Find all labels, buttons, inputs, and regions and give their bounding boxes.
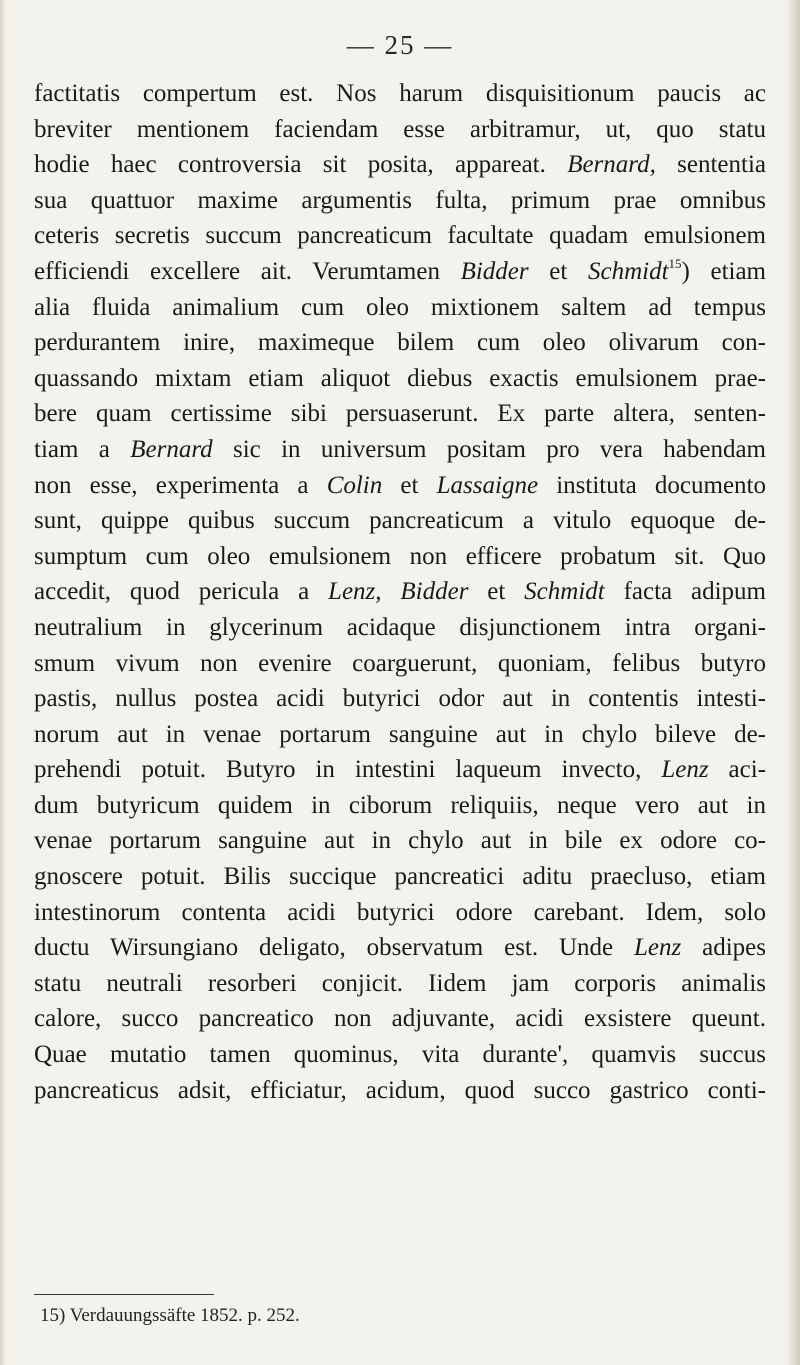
text-segment: hodie haec controversia sit posita, appareat. bbox=[34, 151, 568, 179]
text-line bbox=[34, 823, 766, 859]
page-number: — 25 — bbox=[346, 30, 454, 60]
text-line bbox=[34, 646, 766, 682]
page-right-shadow bbox=[786, 0, 800, 1365]
text-segment: ductu Wirsungiano deligato, observatum est. Unde bbox=[34, 934, 635, 962]
text-line bbox=[34, 788, 766, 824]
text-segment: ) etiam bbox=[681, 257, 767, 285]
author-name: Schmidt bbox=[524, 578, 605, 606]
text-segment: et bbox=[528, 257, 588, 285]
text-line bbox=[34, 930, 766, 966]
text-line bbox=[34, 1001, 766, 1037]
text-line bbox=[34, 752, 766, 788]
text-segment: non esse, experimenta a bbox=[34, 471, 327, 499]
text-line bbox=[34, 681, 766, 717]
text-segment: dum butyricum quidem in ciborum reliquiis, neque vero aut in bbox=[34, 791, 766, 819]
text-segment: neutralium in glycerinum acidaque disjunctionem intra organi- bbox=[34, 613, 766, 641]
author-name: Schmidt bbox=[587, 257, 669, 285]
footnote-rule bbox=[34, 1294, 214, 1295]
text-segment: bere quam certissime sibi persuaserunt. Ex parte altera, senten- bbox=[34, 400, 766, 428]
text-segment: gnoscere potuit. Bilis succique pancreatici aditu praecluso, etiam bbox=[34, 863, 766, 891]
text-line bbox=[34, 325, 766, 361]
text-segment: Quae mutatio tamen quominus, vita durante', quamvis succus bbox=[34, 1041, 766, 1069]
text-line bbox=[34, 966, 766, 1002]
text-segment: smum vivum non evenire coarguerunt, quoniam, felibus butyro bbox=[34, 649, 766, 677]
text-segment: intestinorum contenta acidi butyrici odore carebant. Idem, solo bbox=[34, 898, 766, 926]
text-line bbox=[34, 717, 766, 753]
text-segment: sumptum cum oleo emulsionem non efficere probatum sit. Quo bbox=[34, 542, 766, 570]
text-line bbox=[34, 610, 766, 646]
text-line bbox=[34, 574, 766, 610]
author-name: Lenz bbox=[634, 934, 682, 962]
text-line bbox=[34, 859, 766, 895]
text-segment: sua quattuor maxime argumentis fulta, primum prae omnibus bbox=[34, 186, 766, 214]
text-segment: adipes bbox=[681, 934, 766, 962]
author-name: Lenz, Bidder bbox=[328, 578, 469, 606]
footnote: 15) Verdauungssäfte 1852. p. 252. bbox=[40, 1305, 300, 1326]
text-segment: calore, succo pancreatico non adjuvante, acidi exsistere queunt. bbox=[34, 1005, 766, 1033]
body-text bbox=[34, 76, 766, 1108]
text-line bbox=[34, 76, 766, 112]
text-segment: factitatis compertum est. Nos harum disquisitionum paucis ac bbox=[34, 80, 766, 107]
text-segment: quassando mixtam etiam aliquot diebus exactis emulsionem prae- bbox=[34, 364, 766, 392]
text-line bbox=[34, 432, 766, 468]
text-segment: facta adipum bbox=[604, 578, 766, 606]
text-line bbox=[34, 895, 766, 931]
text-segment: pastis, nullus postea acidi butyrici odor aut in contentis intesti- bbox=[34, 685, 766, 713]
text-line bbox=[34, 218, 766, 254]
text-line bbox=[34, 361, 766, 397]
text-segment: pancreaticus adsit, efficiatur, acidum, quod succo gastrico conti- bbox=[34, 1076, 766, 1104]
text-segment: statu neutrali resorberi conjicit. Iidem jam corporis animalis bbox=[34, 969, 766, 997]
text-line bbox=[34, 539, 766, 575]
text-segment: breviter mentionem faciendam esse arbitramur, ut, quo statu bbox=[34, 115, 766, 143]
text-segment: aci- bbox=[708, 756, 766, 784]
text-segment: norum aut in venae portarum sanguine aut in chylo bileve de- bbox=[34, 720, 766, 748]
text-line bbox=[34, 1037, 766, 1073]
footnote-reference: 15 bbox=[668, 255, 682, 271]
text-line bbox=[34, 254, 766, 290]
author-name: Lassaigne bbox=[436, 471, 539, 499]
text-segment: et bbox=[382, 471, 437, 499]
author-name: Colin bbox=[326, 471, 383, 499]
text-segment: alia fluida animalium cum oleo mixtionem saltem ad tempus bbox=[34, 293, 766, 321]
author-name: Bernard, bbox=[567, 151, 656, 179]
text-line bbox=[34, 147, 766, 183]
text-segment: perdurantem inire, maximeque bilem cum oleo olivarum con- bbox=[34, 329, 766, 357]
text-line bbox=[34, 468, 766, 504]
text-line bbox=[34, 290, 766, 326]
text-segment: instituta documento bbox=[538, 471, 767, 499]
text-segment: ceteris secretis succum pancreaticum facultate quadam emulsionem bbox=[34, 222, 766, 250]
text-segment: tiam a bbox=[34, 435, 131, 463]
author-name: Bidder bbox=[460, 257, 529, 285]
text-line bbox=[34, 396, 766, 432]
text-segment: efficiendi excellere ait. Verumtamen bbox=[34, 257, 461, 285]
text-segment: sunt, quippe quibus succum pancreaticum a vitulo equoque de- bbox=[34, 507, 766, 535]
text-line bbox=[34, 183, 766, 219]
text-segment: accedit, quod pericula a bbox=[34, 578, 329, 606]
text-segment: et bbox=[468, 578, 525, 606]
author-name: Lenz bbox=[661, 756, 709, 784]
author-name: Bernard bbox=[130, 435, 213, 463]
text-segment: sententia bbox=[655, 151, 766, 179]
text-segment: sic in universum positam pro vera habendam bbox=[212, 435, 767, 463]
text-segment: prehendi potuit. Butyro in intestini laqueum invecto, bbox=[34, 756, 662, 784]
text-line bbox=[34, 1073, 766, 1109]
text-segment: venae portarum sanguine aut in chylo aut in bile ex odore co- bbox=[34, 827, 766, 855]
text-line bbox=[34, 503, 766, 539]
text-line bbox=[34, 112, 766, 148]
page-left-shadow bbox=[0, 0, 6, 1365]
